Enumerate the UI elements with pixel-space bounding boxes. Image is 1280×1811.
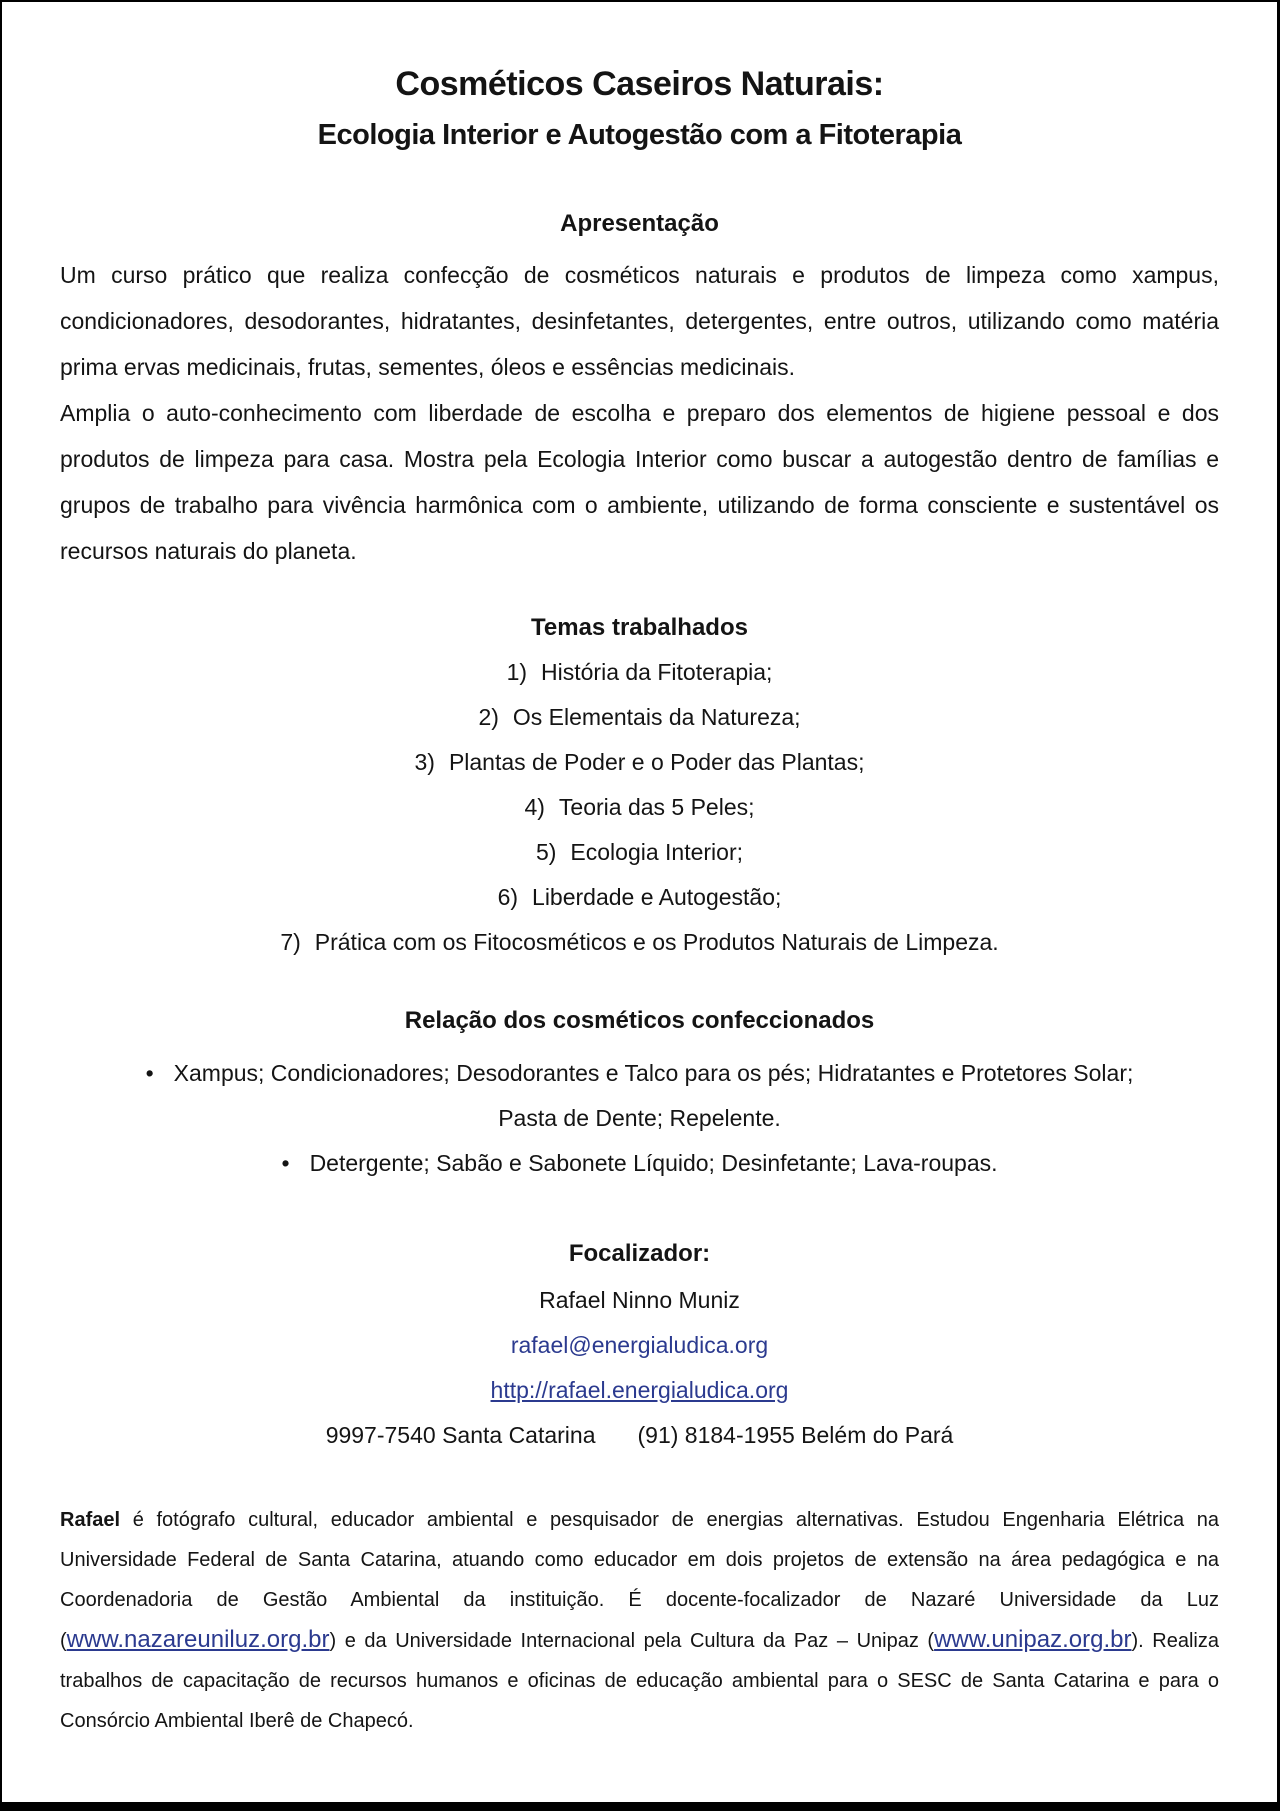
tema-item-3 (60, 740, 1219, 785)
apresentacao-paragraph-1: Um curso prático que realiza confecção de cosméticos naturais e produtos de limpeza como xampus, condicionadores, desodorantes, hidratantes, desinfetantes, detergentes, entre outros, utilizando como matéria prima ervas medicinais, frutas, sementes, óleos e essências medicinais. (60, 262, 1219, 380)
phone-santa-catarina: 9997-7540 Santa Catarina (325, 1422, 596, 1448)
tema-number: 6) (497, 884, 519, 910)
section-heading-relacao: Relação dos cosméticos confeccionados (404, 1007, 875, 1034)
tema-number: 1) (506, 659, 528, 685)
contact-website-line (60, 1368, 1219, 1413)
tema-item-7 (60, 920, 1219, 965)
bullet-icon: • (145, 1060, 154, 1086)
tema-number: 3) (414, 749, 435, 775)
email-link[interactable]: rafael@energialudica.org (510, 1332, 769, 1358)
contact-email-line (60, 1323, 1219, 1368)
tema-text: História da Fitoterapia; (541, 659, 773, 685)
tema-number: 4) (524, 794, 545, 820)
tema-item-1 (60, 650, 1219, 695)
section-heading-temas: Temas trabalhados (531, 614, 748, 641)
bio-paragraph (60, 1500, 1219, 1741)
document-title: Cosméticos Caseiros Naturais: (395, 65, 884, 103)
bio-text-segment: ). Realiza trabalhos de capacitação de recursos humanos e oficinas de educação ambiental para o SESC de Santa Catarina e para o Consórcio Ambiental Iberê de Chapecó. (60, 1630, 1219, 1732)
temas-list (60, 650, 1219, 965)
unipaz-link[interactable]: www.unipaz.org.br (934, 1626, 1132, 1653)
tema-text: Plantas de Poder e o Poder das Plantas; (448, 749, 865, 775)
tema-text: Ecologia Interior; (570, 839, 744, 865)
bio-text-segment: ) e da Universidade Internacional pela Cultura da Paz – Unipaz ( (329, 1630, 935, 1652)
tema-item-6 (60, 875, 1219, 920)
contact-phones-line (60, 1413, 1219, 1458)
bullet-icon: • (281, 1150, 290, 1176)
section-heading-apresentacao: Apresentação (560, 210, 719, 237)
section-heading-focalizador: Focalizador: (568, 1240, 711, 1267)
bio-lead-name: Rafael (60, 1509, 121, 1531)
focalizador-name: Rafael Ninno Muniz (539, 1287, 740, 1313)
tema-number: 7) (280, 929, 301, 955)
bullet-text: Xampus; Condicionadores; Desodorantes e Talco para os pés; Hidratantes e Protetores Solar; (173, 1060, 1134, 1086)
apresentacao-paragraph-2: Amplia o auto-conhecimento com liberdade de escolha e preparo dos elementos de higiene pessoal e dos produtos de limpeza para casa. Mostra pela Ecologia Interior como buscar a autogestão dentro de famílias e grupos de trabalho para vivência harmônica com o ambiente, utilizando de forma consciente e sustentável os recursos naturais do planeta. (60, 400, 1219, 564)
contact-block (60, 1278, 1219, 1458)
website-link[interactable]: http://rafael.energialudica.org (490, 1377, 789, 1403)
bullet-item-1-continuation: Pasta de Dente; Repelente. (498, 1105, 781, 1131)
tema-text: Liberdade e Autogestão; (532, 884, 782, 910)
phone-belem-do-para: (91) 8184-1955 Belém do Pará (637, 1422, 954, 1448)
tema-item-5 (60, 830, 1219, 875)
nazareuniluz-link[interactable]: www.nazareuniluz.org.br (66, 1626, 330, 1653)
bullet-item-1 (60, 1051, 1219, 1096)
bullet-text: Detergente; Sabão e Sabonete Líquido; Desinfetante; Lava-roupas. (309, 1150, 998, 1176)
tema-text: Prática com os Fitocosméticos e os Produtos Naturais de Limpeza. (314, 929, 999, 955)
tema-number: 5) (535, 839, 557, 865)
document-subtitle: Ecologia Interior e Autogestão com a Fitoterapia (317, 119, 962, 151)
tema-item-2 (60, 695, 1219, 740)
tema-item-4 (60, 785, 1219, 830)
bio-text-segment: é fotógrafo cultural, educador ambiental e pesquisador de energias alternativas. Estudou Engenharia Elétrica na Universidade Federal de Santa Catarina, atuando como educador em dois projetos de extensão na área pedagógica e na Coordenadoria de Gestão Ambiental da instituição. É docente-focalizador de Nazaré Universidade da Luz ( (60, 1509, 1219, 1652)
tema-text: Teoria das 5 Peles; (558, 794, 755, 820)
tema-text: Os Elementais da Natureza; (512, 704, 801, 730)
cosmeticos-list (60, 1051, 1219, 1186)
bullet-item-2 (60, 1141, 1219, 1186)
tema-number: 2) (478, 704, 499, 730)
